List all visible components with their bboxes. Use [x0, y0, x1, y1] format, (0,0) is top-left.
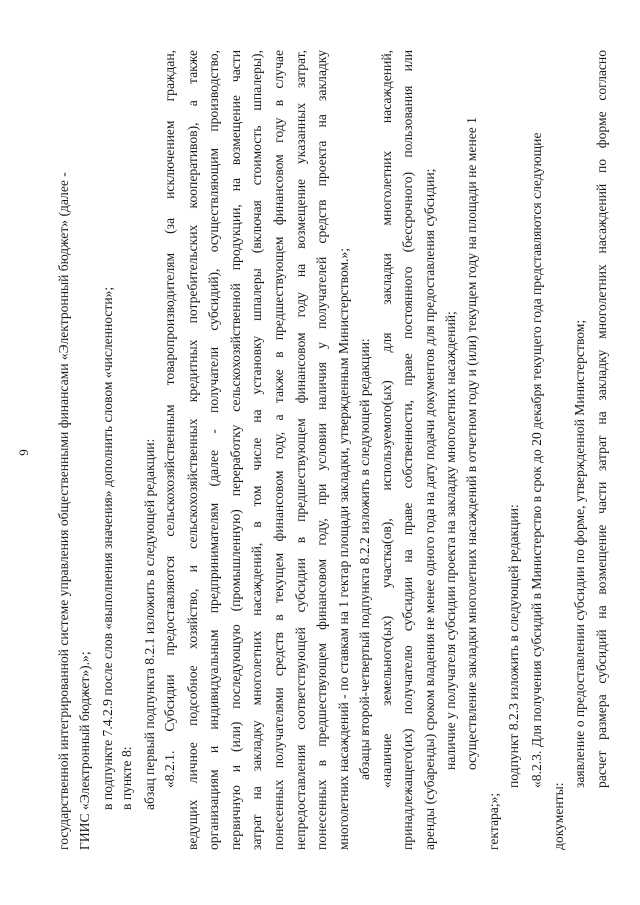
text-line-15: абзацы второй-четвертый подпункта 8.2.2 изложить в следующей редакции: — [357, 338, 372, 780]
text-line-21: гектара;»; — [486, 792, 501, 850]
text-line-16: «наличие земельного(ых) участка(ов), используемого(ых) для закладки многолетних насаждений, — [379, 50, 394, 788]
page-number: 9 — [16, 449, 31, 456]
text-line-25: заявление о предоставлении субсидии по форме, утвержденной Министерством; — [572, 319, 587, 788]
text-line-19: наличие у получателя субсидии проекта на закладку многолетних насаждений; — [443, 311, 458, 770]
text-line-7: ведущих личное подсобное хозяйство, и сельскохозяйственных кредитных потребительских кооперативов), а также — [185, 50, 200, 850]
text-line-2: ГИИС «Электронный бюджет»).»; — [77, 651, 92, 850]
text-line-23: «8.2.3. Для получения субсидий в Министерство в срок до 20 декабря текущего года представляются следующие — [529, 132, 544, 788]
text-line-17: принадлежащего(их) получателю субсидии на праве собственности, праве постоянного (бессрочного) пользования или — [400, 50, 415, 850]
text-line-22: подпункт 8.2.3 изложить в следующей редакции: — [506, 504, 521, 788]
text-line-11: понесенных получателями средств в текущем финансовом году, а также в предшествующем финансовом году в случае — [271, 50, 286, 850]
text-line-18: аренды (субаренды) сроком владения не менее одного года на дату подачи документов для предоставления субсидии; — [422, 168, 437, 850]
text-line-1: государственной интегрированной системе управления общественными финансами «Электронный бюджет» (далее - — [56, 172, 71, 850]
text-line-5: абзац первый подпункта 8.2.1 изложить в следующей редакции: — [142, 438, 157, 810]
text-line-13: понесенных в предшествующем финансовом году, при условии наличия у получателей средств проекта на закладку — [314, 50, 329, 850]
text-line-3: в подпункте 7.4.2.9 после слов «выполнения значения» дополнить словом «численности»; — [100, 286, 115, 810]
text-line-8: организациям и индивидуальным предпринимателям (далее - получатели субсидий), осуществляющим производство, — [206, 50, 221, 850]
text-line-14: многолетних насаждений - по ставкам на 1 гектар площади закладки, утвержденным Министерством.»; — [336, 247, 351, 850]
text-line-6: «8.2.1. Субсидии предоставляются сельскохозяйственным товаропроизводителям (за исключением граждан, — [162, 50, 177, 788]
text-line-10: затрат на закладку многолетних насаждений, в том числе на установку шпалеры (включая стоимость шпалеры), — [249, 50, 264, 850]
text-line-12: непредоставления соответствующей субсидии в предшествующем финансовом году на возмещение указанных затрат, — [293, 50, 308, 850]
text-line-20: осуществление закладки многолетних насаждений в отчетном году и (или) текущем году на площади не менее 1 — [464, 117, 479, 770]
text-line-26: расчет размера субсидий на возмещение части затрат на закладку многолетних насаждений по форме согласно — [594, 50, 609, 788]
text-line-9: первичную и (или) последующую (промышленную) переработку сельскохозяйственной продукции, на возмещение части — [228, 50, 243, 850]
text-line-24: документы: — [551, 782, 566, 850]
text-line-4: в пункте 8: — [119, 746, 134, 810]
